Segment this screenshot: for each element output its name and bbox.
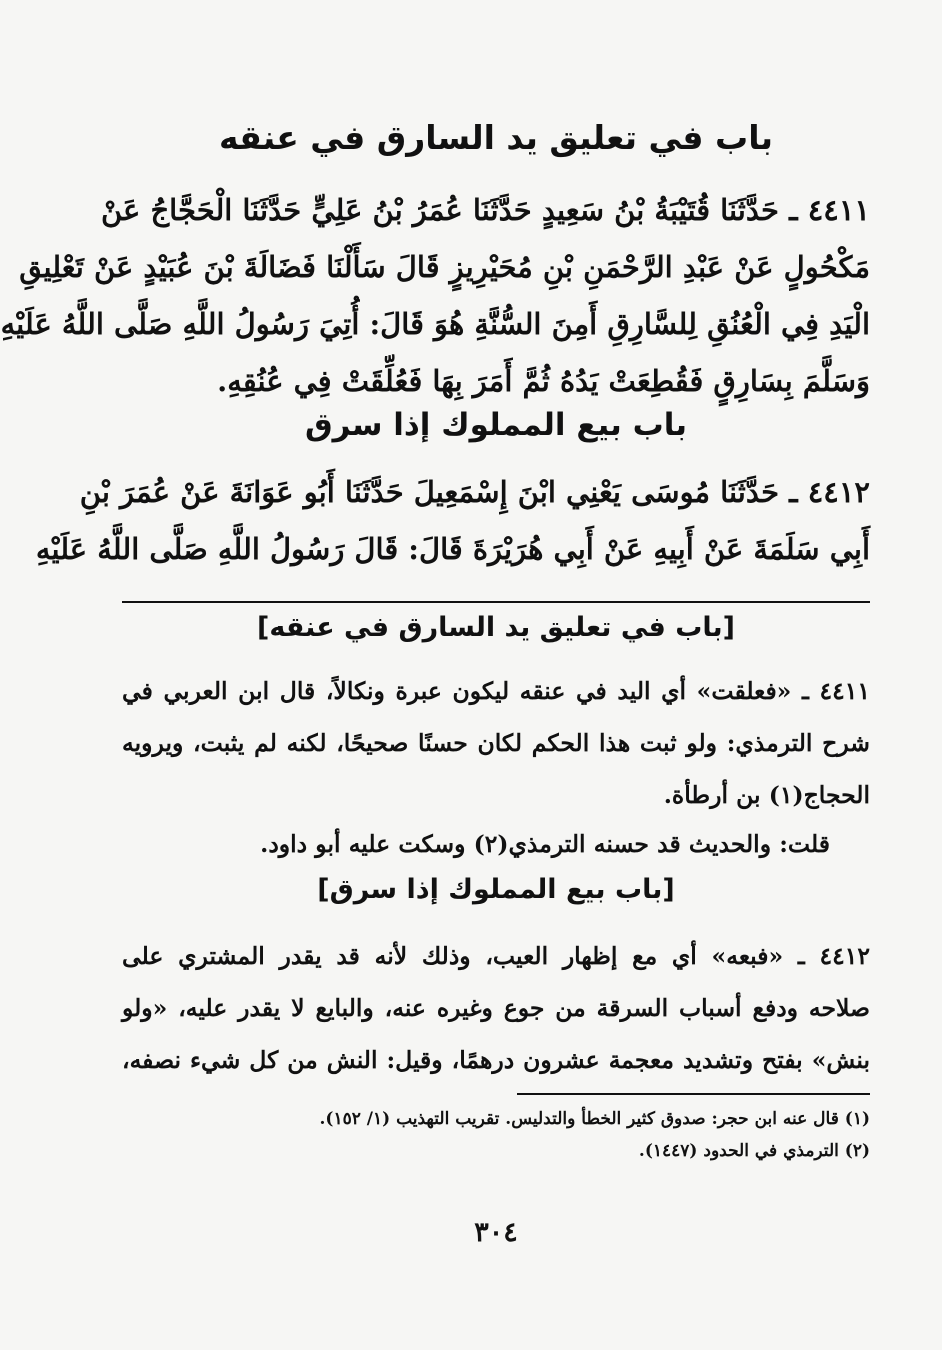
footnote-divider	[517, 1093, 870, 1095]
commentary-4411	[122, 665, 870, 821]
commentary-line: ٤٤١١ ـ «فعلقت» أي اليد في عنقه ليكون عبرة ونكالاً، قال ابن العربي في	[122, 677, 870, 705]
commentary-line: شرح الترمذي: ولو ثبت هذا الحكم لكان حسنًا صحيحًا، لكنه لم يثبت، ويرويه	[122, 729, 870, 757]
hadith-line: ٤٤١١ ـ حَدَّثَنَا قُتَيْبَةُ بْنُ سَعِيدٍ حَدَّثَنَا عُمَرُ بْنُ عَلِيٍّ حَدَّثَنَا الْحَجَّاجُ عَنْ	[100, 193, 870, 227]
commentary-line: صلاحه ودفع أسباب السرقة من جوع وغيره عنه، والبايع لا يقدر عليه، «ولو	[122, 994, 870, 1022]
hadith-line: ٤٤١٢ ـ حَدَّثَنَا مُوسَى يَعْنِي ابْنَ إِسْمَعِيلَ حَدَّثَنَا أَبُو عَوَانَةَ عَنْ عُمَرَ بْنِ	[79, 475, 870, 509]
hadith-4411	[0, 182, 870, 410]
footnote-2: (٢) الترمذي في الحدود (١٤٤٧).	[638, 1141, 870, 1161]
chapter-heading-selling-slave: باب بيع المملوك إذا سرق	[304, 407, 688, 443]
section-divider	[122, 601, 870, 603]
hadith-line: أَبِي سَلَمَةَ عَنْ أَبِيهِ عَنْ أَبِي هُرَيْرَةَ قَالَ: قَالَ رَسُولُ اللَّهِ صَلَّى اللَّهُ عَلَيْهِ	[35, 532, 870, 566]
footnote-1: (١) قال عنه ابن حجر: صدوق كثير الخطأ والتدليس. تقريب التهذيب (١/ ١٥٢).	[319, 1109, 870, 1129]
hadith-line: الْيَدِ فِي الْعُنُقِ لِلسَّارِقِ أَمِنَ السُّنَّةِ هُوَ قَالَ: أُتِيَ رَسُولُ اللَّهِ صَلَّى اللَّهُ عَلَيْهِ	[0, 307, 870, 341]
commentary-line: ٤٤١٢ ـ «فبعه» أي مع إظهار العيب، وذلك لأنه قد يقدر المشتري على	[122, 942, 870, 970]
commentary-line: بنش» بفتح وتشديد معجمة عشرون درهمًا، وقيل: النش من كل شيء نصفه،	[122, 1046, 870, 1074]
commentary-heading-hanging-hand: [باب في تعليق يد السارق في عنقه]	[257, 612, 735, 643]
commentary-4412	[122, 930, 870, 1086]
hadith-4412	[35, 464, 870, 578]
chapter-heading-hanging-hand: باب في تعليق يد السارق في عنقه	[219, 118, 773, 157]
commentary-line: الحجاج(١) بن أرطأة.	[663, 781, 870, 809]
page-number: ٣٠٤	[474, 1217, 518, 1248]
commentary-line: قلت: والحديث قد حسنه الترمذي(٢) وسكت عليه أبو داود.	[260, 830, 830, 858]
commentary-heading-selling-slave: [باب بيع المملوك إذا سرق]	[317, 874, 675, 905]
commentary-note	[122, 818, 870, 870]
hadith-line: وَسَلَّمَ بِسَارِقٍ فَقُطِعَتْ يَدُهُ ثُمَّ أَمَرَ بِهَا فَعُلِّقَتْ فِي عُنُقِهِ.	[217, 364, 870, 398]
footnotes	[122, 1103, 870, 1167]
hadith-line: مَكْحُولٍ عَنْ عَبْدِ الرَّحْمَنِ بْنِ مُحَيْرِيزٍ قَالَ سَأَلْنَا فَضَالَةَ بْنَ عُبَيْدٍ عَنْ تَعْلِيقِ	[19, 250, 870, 284]
